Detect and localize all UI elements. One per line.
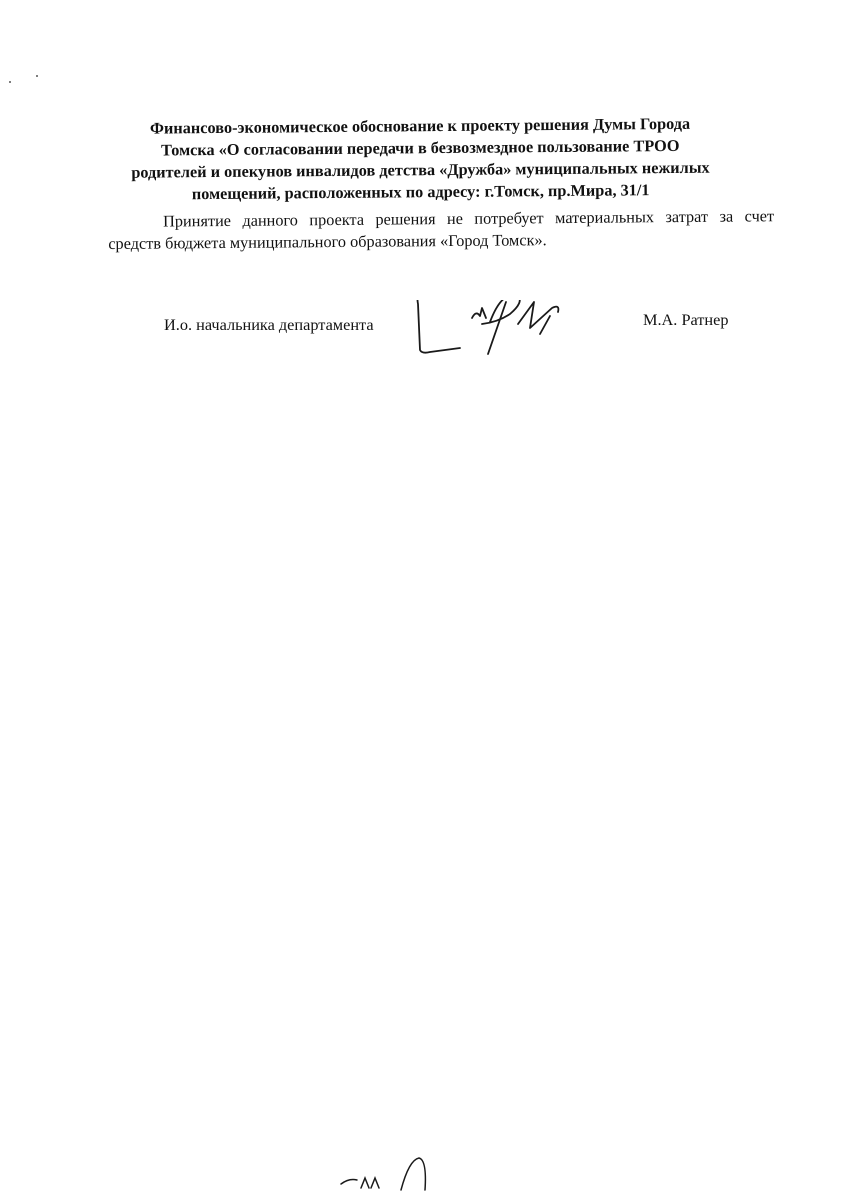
scan-speck xyxy=(9,81,11,83)
paragraph-line: средств бюджета муниципального образования «Город Томск». xyxy=(108,230,547,253)
title-line: Томска «О согласовании передачи в безвозмездное пользование ТРОО xyxy=(160,135,680,160)
title-line: Финансово-экономическое обоснование к проекту решения Думы Города xyxy=(149,113,691,138)
signer-position: И.о. начальника департамента xyxy=(164,315,374,334)
document-title xyxy=(100,112,741,206)
signature-block xyxy=(0,300,850,370)
partial-signature-mark xyxy=(335,1150,445,1196)
paragraph-line: Принятие данного проекта решения не потребует материальных затрат за счет xyxy=(163,206,775,231)
title-line: помещений, расположенных по адресу: г.Томск, пр.Мира, 31/1 xyxy=(191,180,650,204)
title-line: родителей и опекунов инвалидов детства «Дружба» муниципальных нежилых xyxy=(131,157,710,182)
signer-name: М.А. Ратнер xyxy=(643,310,729,329)
scan-speck xyxy=(36,75,38,77)
handwritten-signature xyxy=(410,300,600,370)
body-paragraph xyxy=(108,205,774,255)
